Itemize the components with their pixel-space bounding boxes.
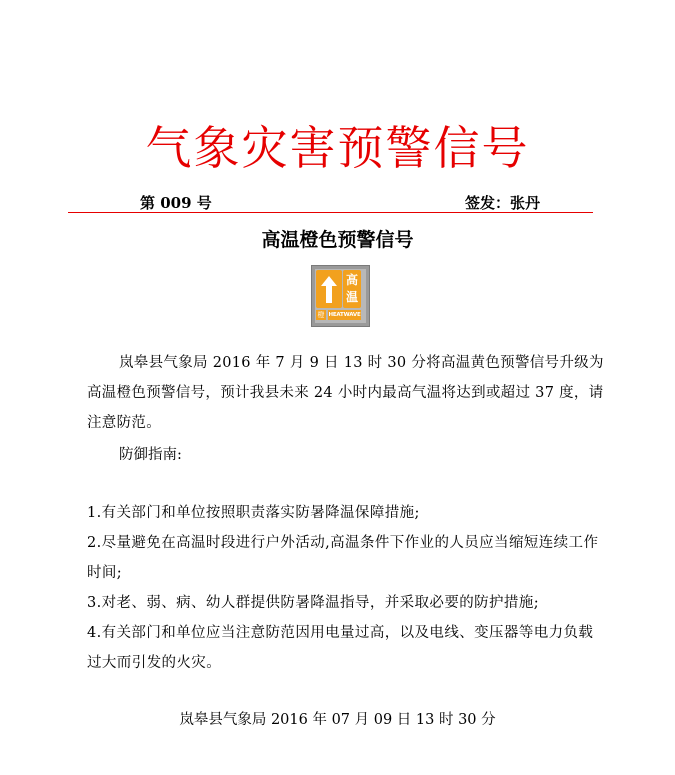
list-item: 2.尽量避免在高温时段进行户外活动,高温条件下作业的人员应当缩短连续工作时间; [87,535,599,581]
issuer-signature: 签发：张丹 [465,194,541,212]
char-gao: 高 [345,273,358,287]
high-temp-chars [343,270,361,308]
char-wen: 温 [345,290,358,304]
thermometer-icon [316,270,342,308]
document-title: 气象灾害预警信号 [145,121,530,175]
list-item: 3.对老、弱、病、幼人群提供防暑降温指导，并采取必要的防护措施; [87,595,540,611]
list-item: 1.有关部门和单位按照职责落实防暑降温保障措施; [87,505,420,521]
heat-orange-warning-icon [311,265,370,327]
measures-list [87,498,607,678]
guide-heading: 防御指南: [119,447,182,463]
orange-tag: 橙 [317,311,325,319]
signal-name: 高温橙色预警信号 [261,229,414,251]
celsius-label: °C [318,287,326,294]
red-divider [68,212,593,213]
heatwave-label: HEATWAVE [328,312,361,318]
list-item: 4.有关部门和单位应当注意防范因用电量过高，以及电线、变压器等电力负载过大而引发的火灾。 [87,625,594,671]
sign-off-line: 岚皋县气象局 2016 年 07 月 09 日 13 时 30 分 [179,712,496,728]
issue-number: 第 009 号 [140,194,212,212]
warning-paragraph: 岚皋县气象局 2016 年 7 月 9 日 13 时 30 分将高温黄色预警信号升级为高温橙色预警信号，预计我县未来 24 小时内最高气温将达到或超过 37 度，请注意防范。 [87,355,604,431]
